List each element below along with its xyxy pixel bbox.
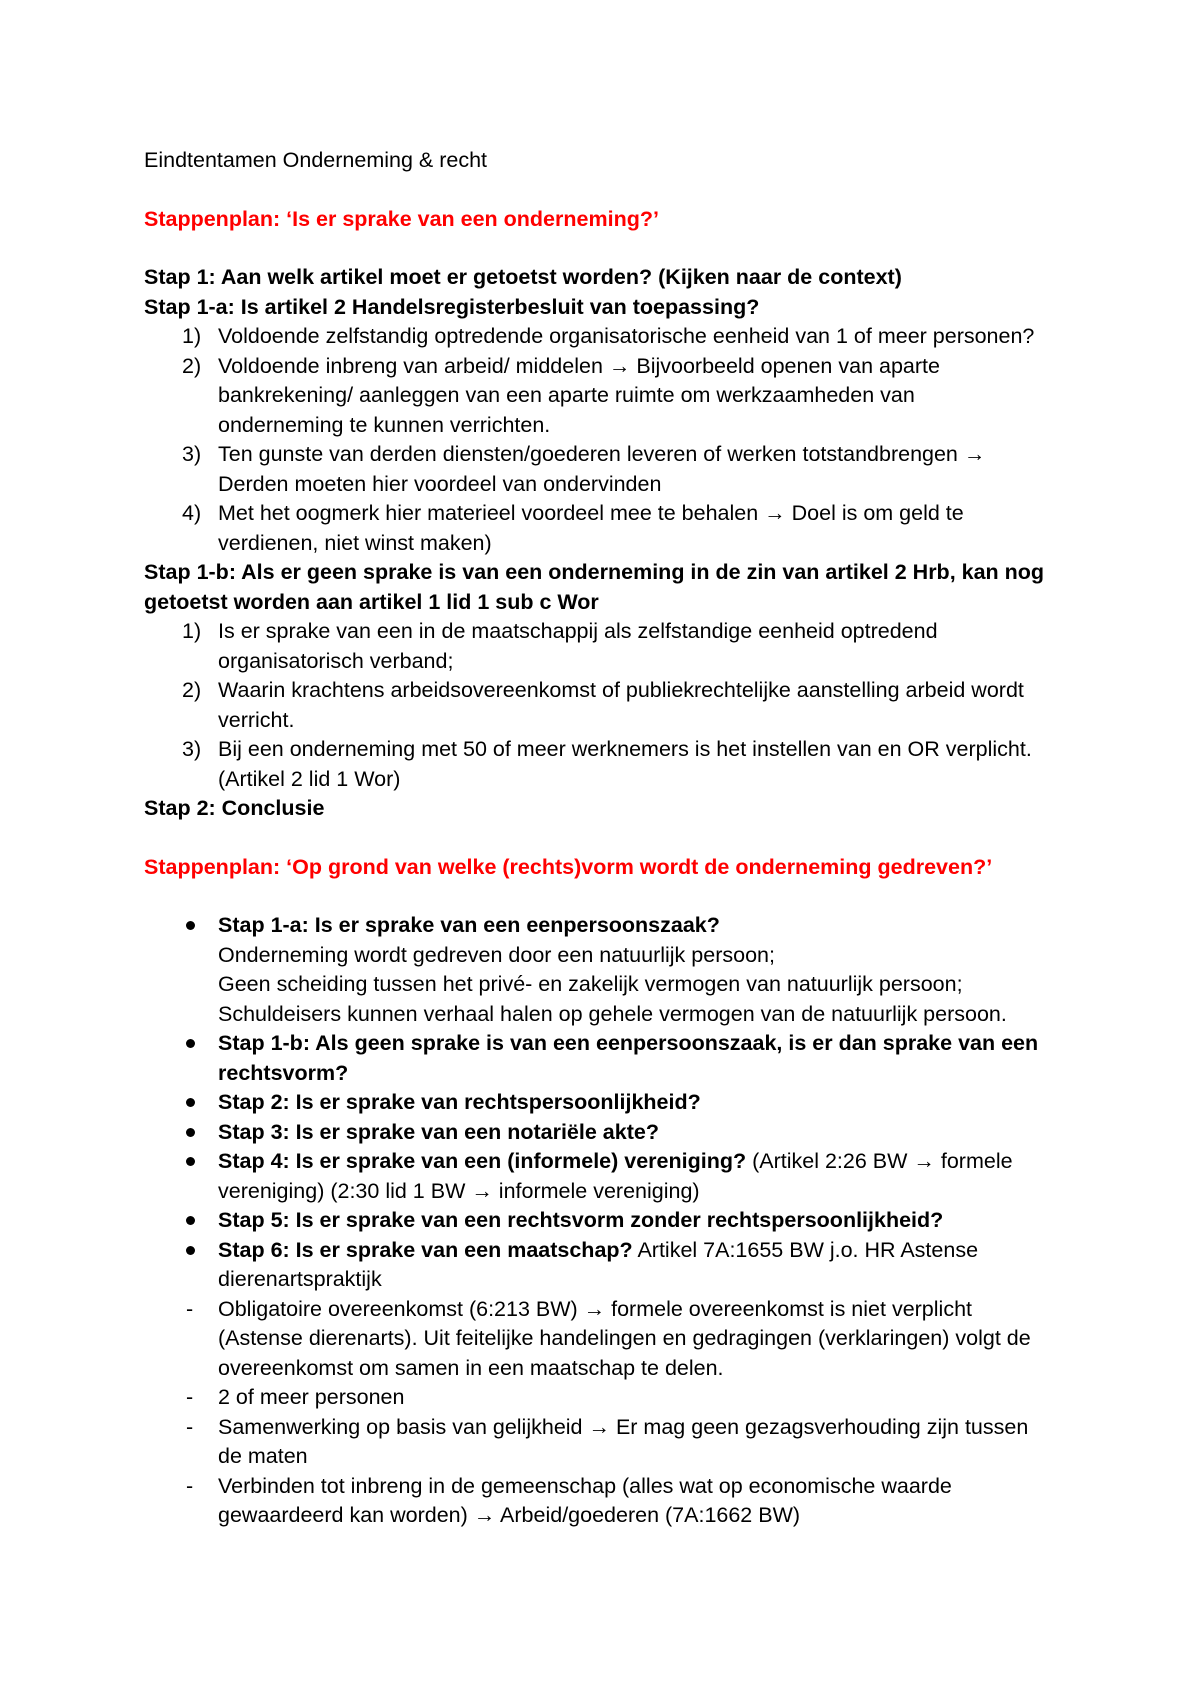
list-number: 4) [182, 501, 202, 525]
list-text: verdienen, niet winst maken) [218, 530, 492, 555]
list-text: Ten gunste van derden diensten/goederen leveren of werken totstandbrengen → [218, 442, 986, 466]
list-item [144, 499, 1074, 558]
bullet-dot-icon [186, 921, 195, 930]
dash-text: de maten [218, 1444, 308, 1468]
bullet-item [144, 1147, 1074, 1206]
dash-text: Obligatoire overeenkomst (6:213 BW) → formele overeenkomst is niet verplicht [218, 1296, 973, 1321]
bullet-label: Stap 3: Is er sprake van een notariële akte? [218, 1119, 659, 1144]
bullet-label: Stap 2: Is er sprake van rechtspersoonlijkheid? [218, 1090, 701, 1114]
list-text: Met het oogmerk hier materieel voordeel mee te behalen → Doel is om geld te [218, 501, 964, 525]
step-1: Stap 1: Aan welk artikel moet er getoetst worden? (Kijken naar de context) [144, 265, 902, 289]
bullet-item [144, 911, 1074, 1029]
dash-marker: - [186, 1473, 194, 1498]
step-1a: Stap 1-a: Is artikel 2 Handelsregisterbesluit van toepassing? [144, 294, 760, 319]
dash-marker: - [186, 1414, 194, 1439]
list-text: Waarin krachtens arbeidsovereenkomst of publiekrechtelijke aanstelling arbeid wordt [218, 678, 1024, 702]
step-2: Stap 2: Conclusie [144, 796, 325, 820]
dash-text: overeenkomst om samen in een maatschap te delen. [218, 1355, 724, 1380]
bullet-label: rechtsvorm? [218, 1060, 349, 1085]
bullet-text: Onderneming wordt gedreven door een natuurlijk persoon; [218, 942, 775, 967]
bullet-text: (Artikel 2:26 BW → formele [746, 1149, 1013, 1173]
bullet-label: Stap 4: Is er sprake van een (informele) vereniging? [218, 1149, 747, 1173]
list-number: 2) [182, 353, 202, 378]
list-text: organisatorisch verband; [218, 648, 454, 673]
list-text: Derden moeten hier voordeel van ondervinden [218, 471, 662, 496]
list-item [144, 676, 1074, 735]
section-heading-onderneming: Stappenplan: ‘Is er sprake van een onderneming?’ [144, 206, 659, 231]
dash-text: Samenwerking op basis van gelijkheid → Er mag geen gezagsverhouding zijn tussen [218, 1414, 1029, 1439]
bullet-item [144, 1029, 1074, 1088]
dash-marker: - [186, 1296, 194, 1321]
bullet-item [144, 1206, 1074, 1236]
list-number: 1) [182, 324, 202, 348]
list-item [144, 440, 1074, 499]
list-number: 2) [182, 678, 202, 702]
bullet-text: vereniging) (2:30 lid 1 BW → informele vereniging) [218, 1178, 700, 1203]
dash-marker: - [186, 1385, 194, 1409]
bullet-dot-icon [186, 1157, 195, 1166]
list-text: Is er sprake van een in de maatschappij als zelfstandige eenheid optredend [218, 619, 938, 643]
bullet-text: dierenartspraktijk [218, 1267, 382, 1291]
bullet-line [218, 1236, 1074, 1266]
bullet-item [144, 1236, 1074, 1295]
dash-text: (Astense dierenarts). Uit feitelijke handelingen en gedragingen (verklaringen) volgt de [218, 1326, 1031, 1350]
list-text: verricht. [218, 707, 295, 732]
list-text: bankrekening/ aanleggen van een aparte ruimte om werkzaamheden van [218, 383, 915, 407]
list-item [144, 617, 1074, 676]
list-item [144, 322, 1074, 352]
bullet-label: Stap 5: Is er sprake van een rechtsvorm zonder rechtspersoonlijkheid? [218, 1208, 944, 1232]
bullet-dot-icon [186, 1128, 195, 1137]
bullet-item [144, 1118, 1074, 1148]
section-heading-rechtsvorm: Stappenplan: ‘Op grond van welke (rechts)vorm wordt de onderneming gedreven?’ [144, 854, 993, 879]
step-1b-continued: getoetst worden aan artikel 1 lid 1 sub c Wor [144, 589, 599, 614]
dash-text: 2 of meer personen [218, 1385, 405, 1409]
dash-item [144, 1295, 1074, 1384]
bullet-label: Stap 1-a: Is er sprake van een eenpersoonszaak? [218, 913, 720, 937]
bullet-dot-icon [186, 1098, 195, 1107]
bullet-text: Schuldeisers kunnen verhaal halen op gehele vermogen van de natuurlijk persoon. [218, 1001, 1007, 1026]
bullet-dot-icon [186, 1216, 195, 1225]
list-number: 3) [182, 737, 202, 761]
list-text: Bij een onderneming met 50 of meer werknemers is het instellen van en OR verplicht. [218, 737, 1032, 761]
bullet-text: Geen scheiding tussen het privé- en zakelijk vermogen van natuurlijk persoon; [218, 972, 963, 996]
bullet-dot-icon [186, 1246, 195, 1255]
dash-item [144, 1383, 1074, 1413]
list-text: (Artikel 2 lid 1 Wor) [218, 766, 401, 791]
dash-item [144, 1413, 1074, 1472]
list-item [144, 735, 1074, 794]
bullet-text: Artikel 7A:1655 BW j.o. HR Astense [632, 1237, 979, 1262]
document-title: Eindtentamen Onderneming & recht [144, 148, 488, 172]
list-number: 3) [182, 442, 202, 466]
bullet-dot-icon [186, 1039, 195, 1048]
dash-text: Verbinden tot inbreng in de gemeenschap (alles wat op economische waarde [218, 1473, 952, 1498]
bullet-label: Stap 1-b: Als geen sprake is van een eenpersoonszaak, is er dan sprake van een [218, 1031, 1039, 1055]
step-1b: Stap 1-b: Als er geen sprake is van een onderneming in de zin van artikel 2 Hrb, kan nog [144, 560, 1045, 584]
list-item [144, 352, 1074, 441]
dash-text: gewaardeerd kan worden) → Arbeid/goederen (7A:1662 BW) [218, 1503, 801, 1527]
bullet-label: Stap 6: Is er sprake van een maatschap? [218, 1237, 633, 1262]
list-number: 1) [182, 619, 202, 643]
bullet-item [144, 1088, 1074, 1118]
list-text: Voldoende inbreng van arbeid/ middelen → Bijvoorbeeld openen van aparte [218, 353, 940, 378]
bullet-line [218, 1147, 1074, 1177]
list-text: onderneming te kunnen verrichten. [218, 412, 551, 437]
bullet-list [144, 911, 1074, 1531]
document-body [144, 146, 1074, 1531]
list-text: Voldoende zelfstandig optredende organisatorische eenheid van 1 of meer personen? [218, 324, 1035, 348]
dash-item [144, 1472, 1074, 1531]
